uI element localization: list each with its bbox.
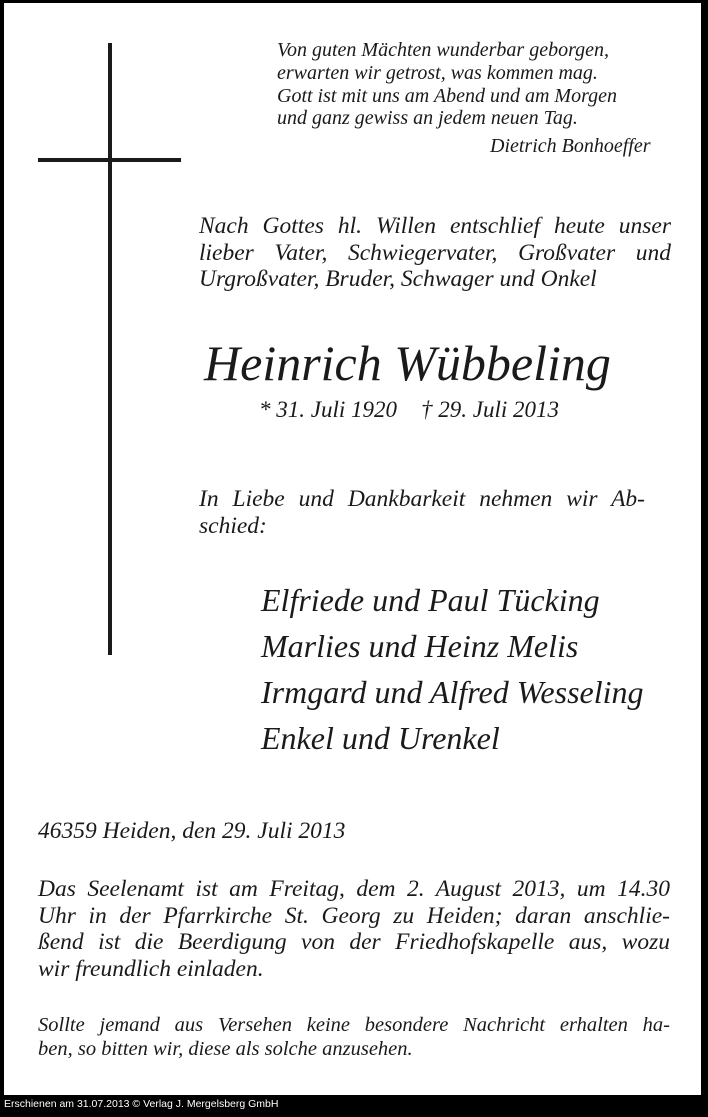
mourner-entry: Enkel und Urenkel <box>261 720 500 756</box>
death-date: † 29. Juli 2013 <box>421 397 559 422</box>
farewell-line: schied: <box>199 513 267 539</box>
deceased-name: Heinrich Wübbeling <box>204 335 611 391</box>
mourner-entry: Marlies und Heinz Melis <box>261 628 579 664</box>
service-line: Das Seelenamt ist am Freitag, dem 2. August 2013, um 14.30 <box>38 876 670 902</box>
publication-footer: Erschienen am 31.07.2013 © Verlag J. Mergelsberg GmbH <box>4 1098 279 1110</box>
farewell-text <box>199 486 645 540</box>
mourner-entry: Irmgard und Alfred Wesseling <box>261 674 644 710</box>
farewell-line: In Liebe und Dankbarkeit nehmen wir Ab- <box>199 486 645 512</box>
quote-line: Gott ist mit uns am Abend und am Morgen <box>277 84 617 107</box>
intro-line: lieber Vater, Schwiegervater, Großvater und <box>199 239 671 266</box>
mourner-entry: Elfriede und Paul Tücking <box>261 582 600 618</box>
bonhoeffer-quote <box>277 39 677 130</box>
notice-line: Sollte jemand aus Versehen keine besondere Nachricht erhalten ha- <box>38 1014 670 1036</box>
obituary-notice <box>4 3 701 1095</box>
quote-line: Von guten Mächten wunderbar geborgen, <box>277 39 609 61</box>
quote-line: und ganz gewiss an jedem neuen Tag. <box>277 107 578 130</box>
service-paragraph <box>38 876 670 982</box>
intro-text <box>199 213 671 293</box>
notice-line: ben, so bitten wir, diese als solche anzusehen. <box>38 1038 413 1060</box>
intro-line: Urgroßvater, Bruder, Schwager und Onkel <box>199 266 597 292</box>
service-line: wir freundlich einladen. <box>38 955 264 982</box>
life-dates <box>259 396 559 424</box>
mourners-list <box>261 577 644 761</box>
service-line: Uhr in der Pfarrkirche St. Georg zu Heiden; daran anschlie- <box>38 902 670 929</box>
notice-paragraph <box>38 1013 670 1061</box>
quote-author: Dietrich Bonhoeffer <box>490 135 651 157</box>
birth-date: * 31. Juli 1920 <box>259 397 397 422</box>
cross-icon <box>108 43 112 655</box>
intro-line: Nach Gottes hl. Willen entschlief heute unser <box>199 213 671 239</box>
place-date: 46359 Heiden, den 29. Juli 2013 <box>38 818 346 844</box>
service-line: ßend ist die Beerdigung von der Friedhofskapelle aus, wozu <box>38 929 670 955</box>
quote-line: erwarten wir getrost, was kommen mag. <box>277 61 598 84</box>
cross-icon-bar <box>38 158 181 162</box>
